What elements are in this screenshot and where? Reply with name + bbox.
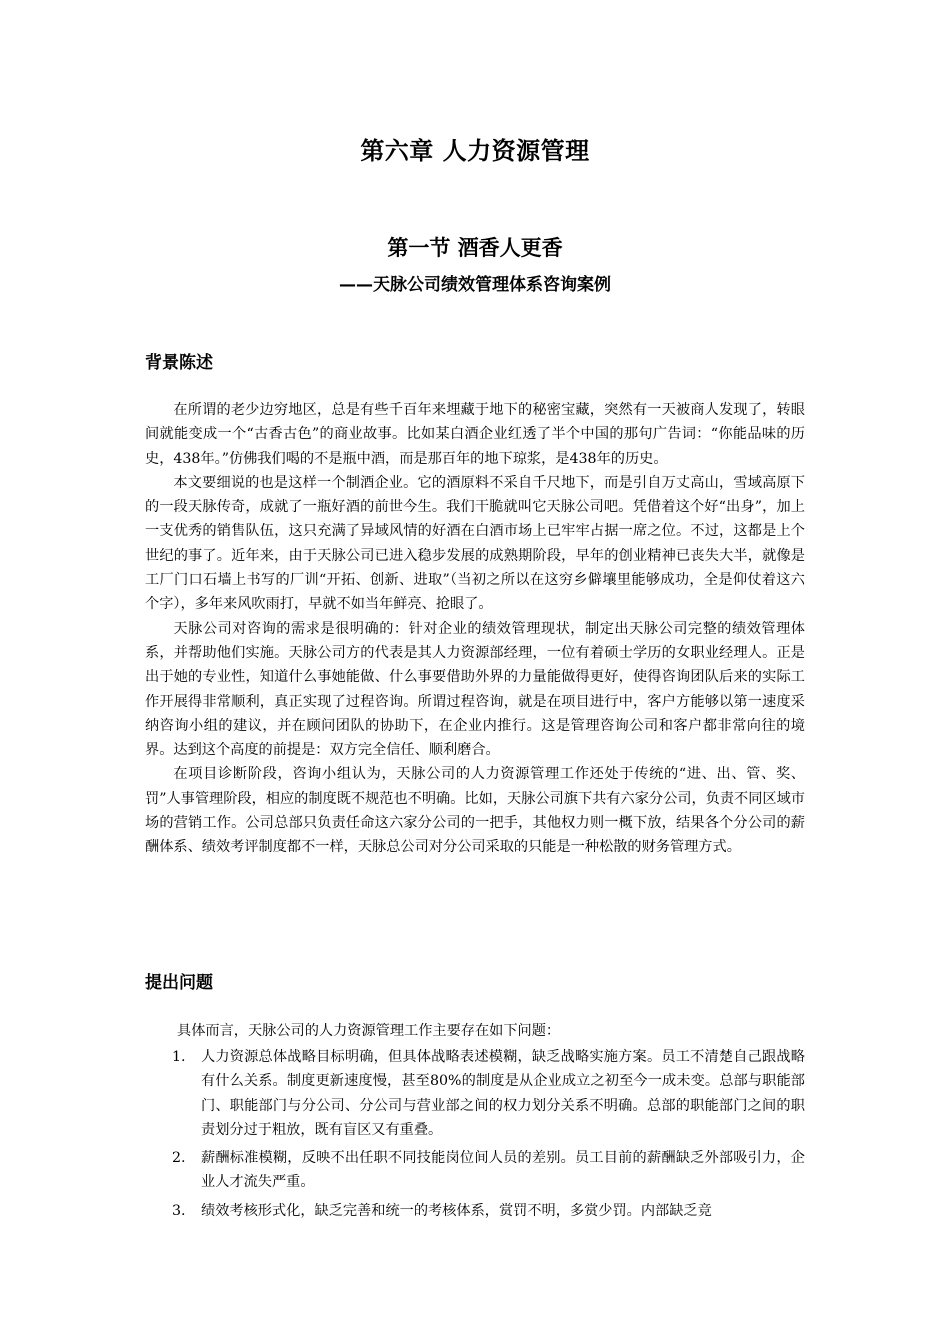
background-body [145, 398, 805, 860]
background-paragraph: 在项目诊断阶段，咨询小组认为，天脉公司的人力资源管理工作还处于传统的“进、出、管、奖、罚”人事管理阶段，相应的制度既不规范也不明确。比如，天脉公司旗下共有六家分公司，负责不同区域市场的营销工作。公司总部只负责任命这六家分公司的一把手，其他权力则一概下放，结果各个分公司的薪酬体系、绩效考评制度都不一样，天脉总公司对分公司采取的只能是一种松散的财务管理方式。 [145, 766, 805, 856]
list-item-number: 1. [172, 1049, 186, 1065]
list-item-text: 绩效考核形式化，缺乏完善和统一的考核体系，赏罚不明，多赏少罚。内部缺乏竞 [201, 1202, 712, 1219]
list-item-text: 薪酬标准模糊，反映不出任职不同技能岗位间人员的差别。员工目前的薪酬缺乏外部吸引力，企业人才流失严重。 [201, 1150, 805, 1191]
problems-heading: 提出问题 [145, 973, 213, 993]
background-paragraph: 在所谓的老少边穷地区，总是有些千百年来埋藏于地下的秘密宝藏，突然有一天被商人发现了，转眼间就能变成一个“古香古色”的商业故事。比如某白酒企业红透了半个中国的那句广告词：“你能品味的历史，438年。”仿佛我们喝的不是瓶中酒，而是那百年的地下琼浆，是438年的历史。 [145, 402, 805, 467]
list-item [145, 1045, 805, 1142]
problems-intro: 具体而言，天脉公司的人力资源管理工作主要存在如下问题： [177, 1023, 561, 1039]
list-item [145, 1199, 805, 1223]
background-paragraph: 天脉公司对咨询的需求是很明确的：针对企业的绩效管理现状，制定出天脉公司完整的绩效管理体系，并帮助他们实施。天脉公司方的代表是其人力资源部经理，一位有着硕士学历的女职业经理人。正是出于她的专业性，知道什么事她能做、什么事要借助外界的力量能做得更好，使得咨询团队后来的实际工作开展得非常顺利，真正实现了过程咨询。所谓过程咨询，就是在项目进行中，客户方能够以第一速度采纳咨询小组的建议，并在顾问团队的协助下，在企业内推行。这是管理咨询公司和客户都非常向往的境界。达到这个高度的前提是：双方完全信任、顺利磨合。 [145, 620, 805, 759]
list-item [145, 1146, 805, 1195]
chapter-title: 第六章 人力资源管理 [360, 136, 590, 165]
section-subtitle: ——天脉公司绩效管理体系咨询案例 [339, 275, 611, 295]
list-item-number: 2. [172, 1150, 186, 1167]
section-title: 第一节 酒香人更香 [387, 235, 563, 260]
background-heading: 背景陈述 [145, 353, 213, 373]
problems-list [145, 1045, 805, 1227]
background-paragraph: 本文要细说的也是这样一个制酒企业。它的酒原料不采自千尺地下，而是引自万丈高山，雪域高原下的一段天脉传奇，成就了一瓶好酒的前世今生。我们干脆就叫它天脉公司吧。凭借着这个好“出身”，加上一支优秀的销售队伍，这只充满了异域风情的好酒在白酒市场上已牢牢占据一席之位。不过，这都是上个世纪的事了。近年来，由于天脉公司已进入稳步发展的成熟期阶段，早年的创业精神已丧失大半，就像是工厂门口石墙上书写的厂训“开拓、创新、进取”（当初之所以在这穷乡僻壤里能够成功，全是仰仗着这六个字），多年来风吹雨打，早就不如当年鲜亮、抢眼了。 [145, 474, 805, 613]
list-item-text: 人力资源总体战略目标明确，但具体战略表述模糊，缺乏战略实施方案。员工不清楚自己跟战略有什么关系。制度更新速度慢，甚至80%的制度是从企业成立之初至今一成未变。总部与职能部门、职能部门与分公司、分公司与营业部之间的权力划分关系不明确。总部的职能部门之间的职责划分过于粗放，既有盲区又有重叠。 [201, 1049, 805, 1138]
list-item-number: 3. [172, 1202, 186, 1219]
